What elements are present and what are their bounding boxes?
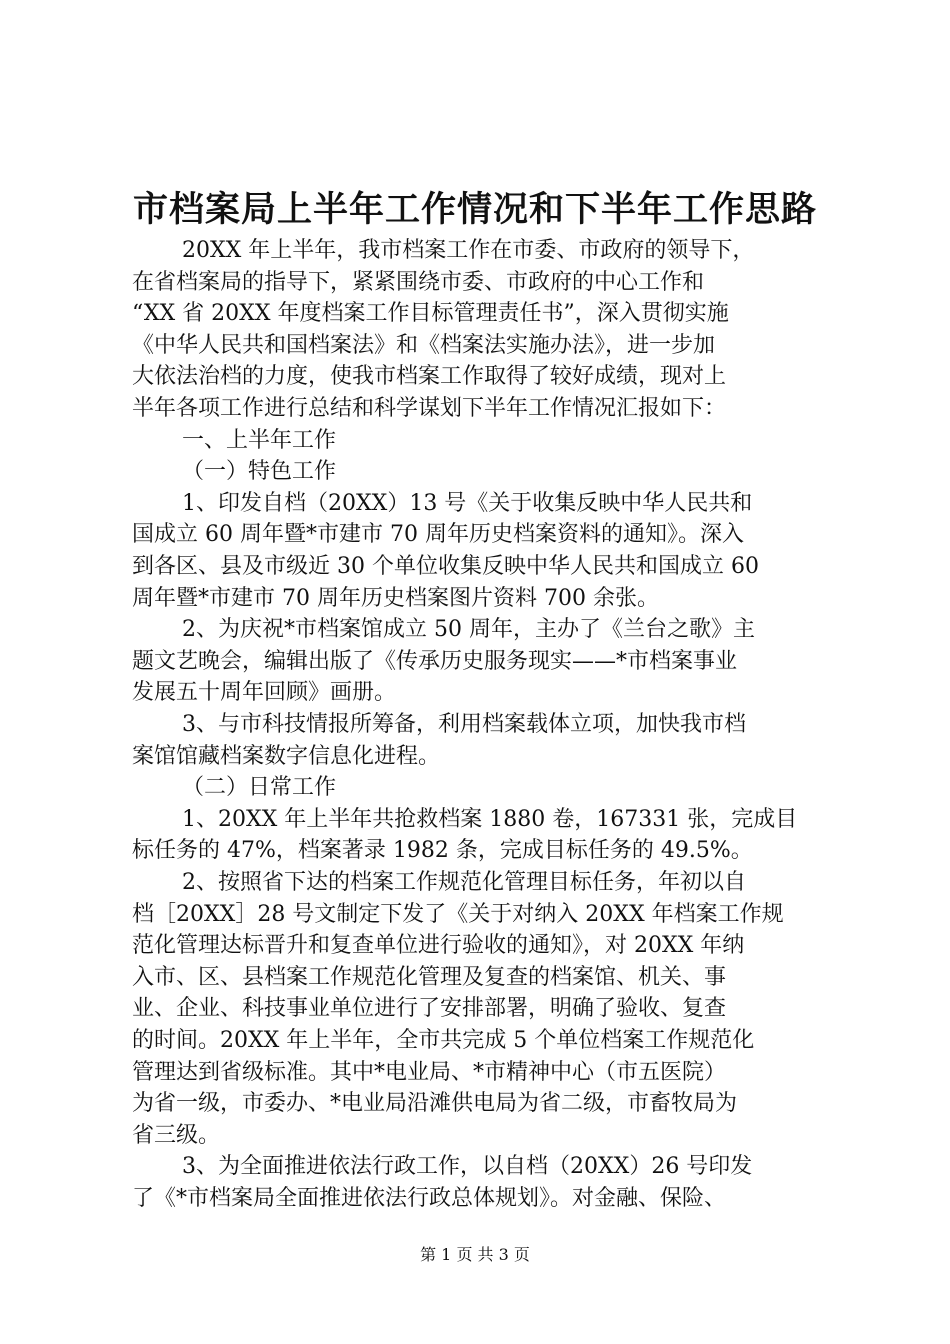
body-line: “XX 省 20XX 年度档案工作目标管理责任书”，深入贯彻实施 (132, 301, 729, 327)
body-line: 1、印发自档（20XX）13 号《关于收集反映中华人民共和 (182, 490, 753, 516)
body-line: 为省一级，市委办、*电业局沿滩供电局为省二级，市畜牧局为 (132, 1091, 738, 1117)
subsection-heading: （一）特色工作 (182, 459, 337, 485)
body-line: 省三级。 (132, 1122, 221, 1148)
body-line: 国成立 60 周年暨*市建市 70 周年历史档案资料的通知》。深入 (132, 522, 744, 548)
body-line: 范化管理达标晋升和复查单位进行验收的通知》，对 20XX 年纳 (132, 933, 745, 959)
document-title: 市档案局上半年工作情况和下半年工作思路 (132, 189, 817, 230)
body-line: 发展五十周年回顾》画册。 (132, 680, 397, 706)
body-line: 档［20XX］28 号文制定下发了《关于对纳入 20XX 年档案工作规 (132, 901, 784, 927)
body-line: 了《*市档案局全面推进依法行政总体规划》。对金融、保险、 (132, 1186, 727, 1211)
body-line: 的时间。20XX 年上半年，全市共完成 5 个单位档案工作规范化 (132, 1028, 755, 1053)
body-line: 3、为全面推进依法行政工作，以自档（20XX）26 号印发 (182, 1154, 753, 1180)
body-line: 半年各项工作进行总结和科学谋划下半年工作情况汇报如下： (132, 396, 727, 421)
body-line: 案馆馆藏档案数字信息化进程。 (132, 743, 441, 769)
body-line: 2、为庆祝*市档案馆成立 50 周年，主办了《兰台之歌》主 (182, 617, 755, 643)
body-line: 3、与市科技情报所筹备，利用档案载体立项，加快我市档 (182, 712, 746, 737)
body-line: 到各区、县及市级近 30 个单位收集反映中华人民共和国成立 60 (132, 554, 759, 579)
body-line: 1、20XX 年上半年共抢救档案 1880 卷，167331 张，完成目 (182, 806, 798, 832)
subsection-heading: （二）日常工作 (182, 775, 337, 801)
page-number: 第 1 页 共 3 页 (420, 1245, 530, 1264)
body-line: 标任务的 47%，档案著录 1982 条，完成目标任务的 49.5%。 (132, 838, 753, 864)
body-line: 《中华人民共和国档案法》和《档案法实施办法》，进一步加 (132, 332, 716, 358)
body-line: 题文艺晚会，编辑出版了《传承历史服务现实——*市档案事业 (132, 648, 738, 674)
body-line: 管理达到省级标准。其中*电业局、*市精神中心（市五医院） (132, 1059, 727, 1085)
section-heading: 一、上半年工作 (182, 427, 337, 453)
body-line: 业、企业、科技事业单位进行了安排部署，明确了验收、复查 (132, 996, 727, 1022)
body-line: 2、按照省下达的档案工作规范化管理目标任务，年初以自 (182, 870, 746, 895)
body-line: 在省档案局的指导下，紧紧围绕市委、市政府的中心工作和 (132, 269, 705, 295)
body-line: 20XX 年上半年，我市档案工作在市委、市政府的领导下， (182, 238, 755, 263)
body-line: 入市、区、县档案工作规范化管理及复查的档案馆、机关、事 (132, 964, 727, 990)
body-line: 大依法治档的力度，使我市档案工作取得了较好成绩，现对上 (132, 364, 727, 390)
body-line: 周年暨*市建市 70 周年历史档案图片资料 700 余张。 (132, 585, 659, 611)
